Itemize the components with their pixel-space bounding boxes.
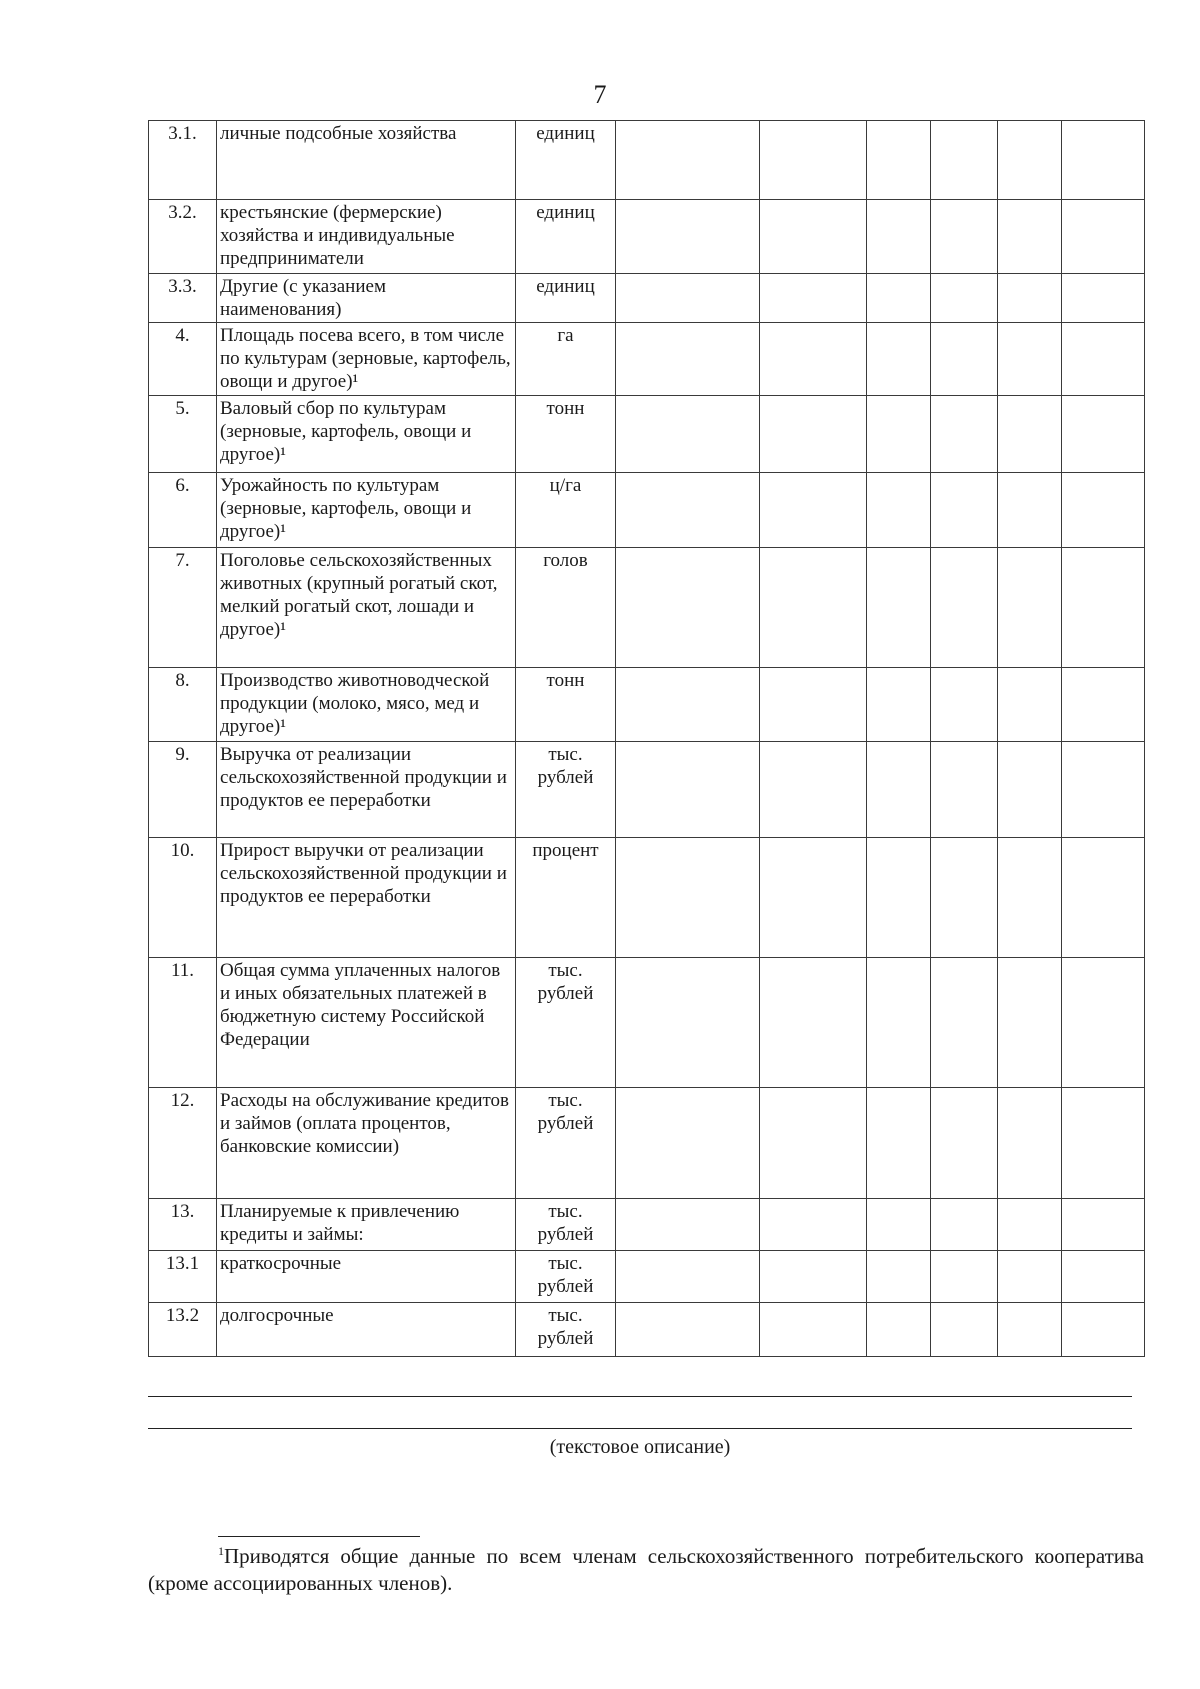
table-row — [149, 838, 1145, 958]
indicator-name: Поголовье сельскохозяйственных животных (крупный рогатый скот, мелкий рогатый скот, лошади и другое)¹ — [217, 548, 516, 668]
row-number: 3.1. — [149, 121, 217, 200]
unit-of-measure: тыс. рублей — [516, 1251, 616, 1303]
value-cell — [931, 274, 998, 323]
value-cell — [616, 1251, 760, 1303]
value-cell — [867, 1251, 931, 1303]
value-cell — [760, 1199, 867, 1251]
value-cell — [998, 396, 1062, 473]
value-cell — [1062, 958, 1145, 1088]
indicator-name: Урожайность по культурам (зерновые, картофель, овощи и другое)¹ — [217, 473, 516, 548]
indicator-name: личные подсобные хозяйства — [217, 121, 516, 200]
value-cell — [931, 396, 998, 473]
value-cell — [931, 323, 998, 396]
value-cell — [1062, 1199, 1145, 1251]
indicator-name: краткосрочные — [217, 1251, 516, 1303]
unit-of-measure: единиц — [516, 274, 616, 323]
unit-of-measure: ц/га — [516, 473, 616, 548]
value-cell — [998, 668, 1062, 742]
table-row — [149, 274, 1145, 323]
value-cell — [760, 396, 867, 473]
table-row — [149, 200, 1145, 274]
row-number: 8. — [149, 668, 217, 742]
table-body — [149, 121, 1145, 1357]
value-cell — [760, 958, 867, 1088]
value-cell — [931, 1303, 998, 1357]
footnote-marker: 1 — [218, 1544, 224, 1558]
value-cell — [998, 548, 1062, 668]
value-cell — [1062, 396, 1145, 473]
value-cell — [931, 548, 998, 668]
value-cell — [616, 200, 760, 274]
value-cell — [760, 1088, 867, 1199]
row-number: 9. — [149, 742, 217, 838]
value-cell — [998, 1199, 1062, 1251]
value-cell — [760, 1251, 867, 1303]
value-cell — [760, 274, 867, 323]
value-cell — [616, 1199, 760, 1251]
value-cell — [998, 958, 1062, 1088]
value-cell — [931, 958, 998, 1088]
footnote-text: Приводятся общие данные по всем членам сельскохозяйственного потребительского кооператива (кроме ассоциированных членов). — [148, 1544, 1144, 1595]
value-cell — [1062, 1088, 1145, 1199]
value-cell — [1062, 548, 1145, 668]
table-row — [149, 473, 1145, 548]
value-cell — [867, 323, 931, 396]
value-cell — [760, 838, 867, 958]
row-number: 10. — [149, 838, 217, 958]
table-row — [149, 548, 1145, 668]
value-cell — [760, 200, 867, 274]
unit-of-measure: единиц — [516, 200, 616, 274]
value-cell — [616, 473, 760, 548]
value-cell — [1062, 668, 1145, 742]
value-cell — [616, 121, 760, 200]
table-row — [149, 323, 1145, 396]
value-cell — [760, 548, 867, 668]
value-cell — [867, 958, 931, 1088]
table-row — [149, 1199, 1145, 1251]
table-row — [149, 1088, 1145, 1199]
value-cell — [867, 396, 931, 473]
value-cell — [867, 838, 931, 958]
value-cell — [760, 323, 867, 396]
row-number: 3.3. — [149, 274, 217, 323]
table-row — [149, 958, 1145, 1088]
footnote — [148, 1538, 1144, 1597]
unit-of-measure: га — [516, 323, 616, 396]
value-cell — [998, 742, 1062, 838]
table-row — [149, 668, 1145, 742]
value-cell — [760, 121, 867, 200]
value-cell — [931, 668, 998, 742]
unit-of-measure: тыс. рублей — [516, 958, 616, 1088]
value-cell — [998, 274, 1062, 323]
value-cell — [867, 548, 931, 668]
row-number: 13.2 — [149, 1303, 217, 1357]
indicators-table — [148, 120, 1145, 1357]
unit-of-measure: процент — [516, 838, 616, 958]
value-cell — [616, 274, 760, 323]
value-cell — [616, 838, 760, 958]
value-cell — [998, 1088, 1062, 1199]
value-cell — [616, 323, 760, 396]
table-row — [149, 742, 1145, 838]
table-row — [149, 121, 1145, 200]
value-cell — [998, 473, 1062, 548]
value-cell — [760, 1303, 867, 1357]
row-number: 3.2. — [149, 200, 217, 274]
indicator-name: Прирост выручки от реализации сельскохозяйственной продукции и продуктов ее переработки — [217, 838, 516, 958]
value-cell — [1062, 1303, 1145, 1357]
value-cell — [867, 200, 931, 274]
value-cell — [998, 200, 1062, 274]
value-cell — [616, 1088, 760, 1199]
row-number: 6. — [149, 473, 217, 548]
value-cell — [931, 742, 998, 838]
footnote-separator — [218, 1536, 420, 1537]
row-number: 11. — [149, 958, 217, 1088]
value-cell — [867, 473, 931, 548]
value-cell — [1062, 838, 1145, 958]
value-cell — [867, 121, 931, 200]
row-number: 5. — [149, 396, 217, 473]
unit-of-measure: тыс. рублей — [516, 1088, 616, 1199]
value-cell — [616, 958, 760, 1088]
table-row — [149, 1303, 1145, 1357]
value-cell — [931, 473, 998, 548]
unit-of-measure: тонн — [516, 668, 616, 742]
indicator-name: Планируемые к привлечению кредиты и займы: — [217, 1199, 516, 1251]
text-line-2 — [148, 1428, 1132, 1429]
unit-of-measure: единиц — [516, 121, 616, 200]
text-description-caption: (текстовое описание) — [549, 1436, 731, 1458]
row-number: 12. — [149, 1088, 217, 1199]
value-cell — [931, 1251, 998, 1303]
unit-of-measure: тыс. рублей — [516, 1303, 616, 1357]
value-cell — [1062, 274, 1145, 323]
value-cell — [867, 742, 931, 838]
indicator-name: Общая сумма уплаченных налогов и иных обязательных платежей в бюджетную систему Российской Федерации — [217, 958, 516, 1088]
value-cell — [1062, 200, 1145, 274]
indicator-name: Валовый сбор по культурам (зерновые, картофель, овощи и другое)¹ — [217, 396, 516, 473]
value-cell — [760, 473, 867, 548]
value-cell — [1062, 323, 1145, 396]
value-cell — [1062, 121, 1145, 200]
row-number: 4. — [149, 323, 217, 396]
value-cell — [616, 1303, 760, 1357]
value-cell — [931, 1088, 998, 1199]
unit-of-measure: тыс. рублей — [516, 1199, 616, 1251]
value-cell — [931, 1199, 998, 1251]
value-cell — [616, 668, 760, 742]
value-cell — [867, 1088, 931, 1199]
value-cell — [616, 548, 760, 668]
value-cell — [867, 1199, 931, 1251]
indicator-name: крестьянские (фермерские) хозяйства и индивидуальные предприниматели — [217, 200, 516, 274]
value-cell — [867, 668, 931, 742]
table-row — [149, 396, 1145, 473]
unit-of-measure: тонн — [516, 396, 616, 473]
indicator-name: Выручка от реализации сельскохозяйственной продукции и продуктов ее переработки — [217, 742, 516, 838]
value-cell — [931, 200, 998, 274]
value-cell — [998, 121, 1062, 200]
value-cell — [616, 396, 760, 473]
value-cell — [931, 838, 998, 958]
text-line-1 — [148, 1396, 1132, 1397]
value-cell — [616, 742, 760, 838]
row-number: 7. — [149, 548, 217, 668]
value-cell — [867, 274, 931, 323]
unit-of-measure: голов — [516, 548, 616, 668]
value-cell — [998, 1303, 1062, 1357]
indicator-name: долгосрочные — [217, 1303, 516, 1357]
value-cell — [867, 1303, 931, 1357]
value-cell — [760, 742, 867, 838]
indicator-name: Другие (с указанием наименования) — [217, 274, 516, 323]
indicator-name: Площадь посева всего, в том числе по культурам (зерновые, картофель, овощи и другое)¹ — [217, 323, 516, 396]
value-cell — [1062, 742, 1145, 838]
value-cell — [998, 323, 1062, 396]
table-row — [149, 1251, 1145, 1303]
row-number: 13. — [149, 1199, 217, 1251]
indicator-name: Расходы на обслуживание кредитов и займов (оплата процентов, банковские комиссии) — [217, 1088, 516, 1199]
value-cell — [998, 1251, 1062, 1303]
value-cell — [931, 121, 998, 200]
value-cell — [760, 668, 867, 742]
row-number: 13.1 — [149, 1251, 217, 1303]
unit-of-measure: тыс. рублей — [516, 742, 616, 838]
indicator-name: Производство животноводческой продукции (молоко, мясо, мед и другое)¹ — [217, 668, 516, 742]
value-cell — [1062, 473, 1145, 548]
value-cell — [998, 838, 1062, 958]
page-number: 7 — [593, 80, 607, 109]
value-cell — [1062, 1251, 1145, 1303]
